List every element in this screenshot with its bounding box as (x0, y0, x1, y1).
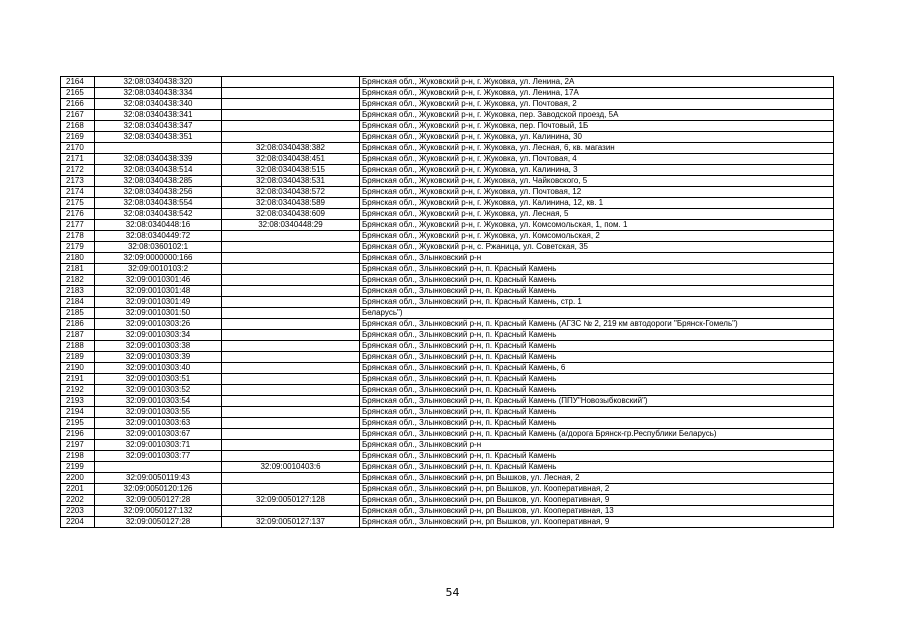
cadastral-number-cell: 32:08:0340438:320 (95, 77, 222, 88)
table-row (61, 330, 834, 341)
linked-cadastral-number-cell (222, 231, 360, 242)
linked-cadastral-number-cell (222, 330, 360, 341)
cadastral-number-cell: 32:09:0010303:63 (95, 418, 222, 429)
registry-table-body (61, 77, 834, 528)
table-row (61, 385, 834, 396)
linked-cadastral-number-cell: 32:08:0340448:29 (222, 220, 360, 231)
address-cell: Брянская обл., Злынковский р-н, п. Красный Камень (360, 352, 834, 363)
cadastral-number-cell: 32:09:0050127:28 (95, 517, 222, 528)
address-cell: Брянская обл., Злынковский р-н, п. Красный Камень (360, 341, 834, 352)
row-number-cell: 2193 (61, 396, 95, 407)
table-row (61, 264, 834, 275)
row-number-cell: 2182 (61, 275, 95, 286)
cadastral-number-cell: 32:09:0010303:52 (95, 385, 222, 396)
address-cell: Брянская обл., Злынковский р-н, п. Красный Камень (360, 264, 834, 275)
cadastral-number-cell (95, 462, 222, 473)
address-cell: Брянская обл., Злынковский р-н, п. Красный Камень (360, 462, 834, 473)
address-cell: Брянская обл., Злынковский р-н, п. Красный Камень, 6 (360, 363, 834, 374)
address-cell: Брянская обл., Жуковский р-н, г. Жуковка, ул. Калинина, 3 (360, 165, 834, 176)
cadastral-number-cell: 32:08:0340438:347 (95, 121, 222, 132)
address-cell: Брянская обл., Злынковский р-н, п. Красный Камень (360, 385, 834, 396)
table-row (61, 154, 834, 165)
address-cell: Брянская обл., Жуковский р-н, г. Жуковка, ул. Лесная, 6, кв. магазин (360, 143, 834, 154)
cadastral-number-cell: 32:09:0010301:50 (95, 308, 222, 319)
row-number-cell: 2200 (61, 473, 95, 484)
address-cell: Брянская обл., Злынковский р-н, п. Красный Камень (360, 275, 834, 286)
row-number-cell: 2195 (61, 418, 95, 429)
table-row (61, 253, 834, 264)
address-cell: Брянская обл., Жуковский р-н, г. Жуковка, ул. Почтовая, 2 (360, 99, 834, 110)
row-number-cell: 2184 (61, 297, 95, 308)
cadastral-number-cell: 32:09:0010303:54 (95, 396, 222, 407)
cadastral-number-cell: 32:09:0010303:38 (95, 341, 222, 352)
address-cell: Брянская обл., Злынковский р-н, п. Красный Камень (360, 407, 834, 418)
linked-cadastral-number-cell (222, 363, 360, 374)
table-row (61, 110, 834, 121)
linked-cadastral-number-cell: 32:08:0340438:531 (222, 176, 360, 187)
cadastral-number-cell (95, 143, 222, 154)
cadastral-number-cell: 32:09:0010303:71 (95, 440, 222, 451)
row-number-cell: 2173 (61, 176, 95, 187)
row-number-cell: 2179 (61, 242, 95, 253)
cadastral-number-cell: 32:09:0010301:46 (95, 275, 222, 286)
address-cell: Брянская обл., Злынковский р-н (360, 253, 834, 264)
address-cell: Брянская обл., Жуковский р-н, г. Жуковка, ул. Ленина, 2А (360, 77, 834, 88)
address-cell: Брянская обл., Злынковский р-н, п. Красный Камень (АГЗС № 2, 219 км автодороги "Брянск-Гомель") (360, 319, 834, 330)
cadastral-number-cell: 32:09:0050119:43 (95, 473, 222, 484)
address-cell: Брянская обл., Жуковский р-н, г. Жуковка, ул. Комсомольская, 1, пом. 1 (360, 220, 834, 231)
linked-cadastral-number-cell (222, 440, 360, 451)
address-cell: Брянская обл., Злынковский р-н, рп Вышков, ул. Кооперативная, 2 (360, 484, 834, 495)
linked-cadastral-number-cell: 32:08:0340438:589 (222, 198, 360, 209)
row-number-cell: 2203 (61, 506, 95, 517)
address-cell: Брянская обл., Жуковский р-н, г. Жуковка, ул. Калинина, 12, кв. 1 (360, 198, 834, 209)
address-cell: Брянская обл., Жуковский р-н, г. Жуковка, пер. Почтовый, 1Б (360, 121, 834, 132)
table-row (61, 275, 834, 286)
registry-table (60, 76, 834, 528)
row-number-cell: 2172 (61, 165, 95, 176)
row-number-cell: 2164 (61, 77, 95, 88)
table-row (61, 484, 834, 495)
linked-cadastral-number-cell (222, 253, 360, 264)
table-row (61, 462, 834, 473)
address-cell: Брянская обл., Злынковский р-н, рп Вышков, ул. Кооперативная, 9 (360, 495, 834, 506)
linked-cadastral-number-cell: 32:08:0340438:451 (222, 154, 360, 165)
table-row (61, 308, 834, 319)
table-row (61, 429, 834, 440)
table-row (61, 220, 834, 231)
linked-cadastral-number-cell (222, 451, 360, 462)
linked-cadastral-number-cell (222, 407, 360, 418)
linked-cadastral-number-cell: 32:08:0340438:572 (222, 187, 360, 198)
row-number-cell: 2177 (61, 220, 95, 231)
linked-cadastral-number-cell: 32:08:0340438:609 (222, 209, 360, 220)
table-row (61, 374, 834, 385)
address-cell: Брянская обл., Злынковский р-н, рп Вышков, ул. Кооперативная, 9 (360, 517, 834, 528)
linked-cadastral-number-cell (222, 275, 360, 286)
cadastral-number-cell: 32:09:0010303:77 (95, 451, 222, 462)
table-row (61, 473, 834, 484)
cadastral-number-cell: 32:08:0340438:554 (95, 198, 222, 209)
linked-cadastral-number-cell (222, 242, 360, 253)
row-number-cell: 2174 (61, 187, 95, 198)
linked-cadastral-number-cell: 32:08:0340438:382 (222, 143, 360, 154)
table-row (61, 187, 834, 198)
table-row (61, 176, 834, 187)
table-row (61, 99, 834, 110)
cadastral-number-cell: 32:09:0010103:2 (95, 264, 222, 275)
row-number-cell: 2197 (61, 440, 95, 451)
linked-cadastral-number-cell (222, 385, 360, 396)
address-cell: Брянская обл., Злынковский р-н, рп Вышков, ул. Кооперативная, 13 (360, 506, 834, 517)
linked-cadastral-number-cell (222, 308, 360, 319)
cadastral-number-cell: 32:09:0010301:49 (95, 297, 222, 308)
address-cell: Брянская обл., Жуковский р-н, с. Ржаница, ул. Советская, 35 (360, 242, 834, 253)
linked-cadastral-number-cell (222, 88, 360, 99)
cadastral-number-cell: 32:08:0340438:339 (95, 154, 222, 165)
row-number-cell: 2176 (61, 209, 95, 220)
cadastral-number-cell: 32:08:0340438:256 (95, 187, 222, 198)
table-row (61, 319, 834, 330)
linked-cadastral-number-cell (222, 110, 360, 121)
row-number-cell: 2204 (61, 517, 95, 528)
table-row (61, 495, 834, 506)
cadastral-number-cell: 32:09:0050127:132 (95, 506, 222, 517)
table-row (61, 286, 834, 297)
row-number-cell: 2166 (61, 99, 95, 110)
table-row (61, 77, 834, 88)
row-number-cell: 2194 (61, 407, 95, 418)
linked-cadastral-number-cell (222, 341, 360, 352)
linked-cadastral-number-cell (222, 374, 360, 385)
row-number-cell: 2192 (61, 385, 95, 396)
linked-cadastral-number-cell (222, 429, 360, 440)
table-row (61, 297, 834, 308)
address-cell: Брянская обл., Злынковский р-н, п. Красный Камень (360, 418, 834, 429)
address-cell: Брянская обл., Жуковский р-н, г. Жуковка, ул. Комсомольская, 2 (360, 231, 834, 242)
cadastral-number-cell: 32:08:0340438:542 (95, 209, 222, 220)
row-number-cell: 2169 (61, 132, 95, 143)
linked-cadastral-number-cell (222, 352, 360, 363)
linked-cadastral-number-cell: 32:09:0010403:6 (222, 462, 360, 473)
cadastral-number-cell: 32:08:0340438:514 (95, 165, 222, 176)
cadastral-number-cell: 32:08:0340438:341 (95, 110, 222, 121)
row-number-cell: 2170 (61, 143, 95, 154)
row-number-cell: 2199 (61, 462, 95, 473)
cadastral-number-cell: 32:08:0340438:351 (95, 132, 222, 143)
linked-cadastral-number-cell (222, 132, 360, 143)
row-number-cell: 2165 (61, 88, 95, 99)
row-number-cell: 2175 (61, 198, 95, 209)
address-cell: Брянская обл., Злынковский р-н, п. Красный Камень (360, 286, 834, 297)
cadastral-number-cell: 32:08:0340449:72 (95, 231, 222, 242)
address-cell: Беларусь") (360, 308, 834, 319)
table-row (61, 132, 834, 143)
table-row (61, 143, 834, 154)
table-row (61, 506, 834, 517)
row-number-cell: 2181 (61, 264, 95, 275)
linked-cadastral-number-cell (222, 484, 360, 495)
row-number-cell: 2171 (61, 154, 95, 165)
cadastral-number-cell: 32:09:0010303:55 (95, 407, 222, 418)
linked-cadastral-number-cell (222, 473, 360, 484)
cadastral-number-cell: 32:09:0010303:39 (95, 352, 222, 363)
linked-cadastral-number-cell (222, 77, 360, 88)
linked-cadastral-number-cell (222, 99, 360, 110)
linked-cadastral-number-cell (222, 286, 360, 297)
cadastral-number-cell: 32:08:0340448:16 (95, 220, 222, 231)
linked-cadastral-number-cell (222, 418, 360, 429)
linked-cadastral-number-cell (222, 396, 360, 407)
linked-cadastral-number-cell (222, 506, 360, 517)
address-cell: Брянская обл., Злынковский р-н (360, 440, 834, 451)
row-number-cell: 2186 (61, 319, 95, 330)
row-number-cell: 2189 (61, 352, 95, 363)
row-number-cell: 2198 (61, 451, 95, 462)
address-cell: Брянская обл., Жуковский р-н, г. Жуковка, пер. Заводской проезд, 5А (360, 110, 834, 121)
row-number-cell: 2188 (61, 341, 95, 352)
table-row (61, 198, 834, 209)
table-row (61, 451, 834, 462)
cadastral-number-cell: 32:08:0360102:1 (95, 242, 222, 253)
address-cell: Брянская обл., Жуковский р-н, г. Жуковка, ул. Чайковского, 5 (360, 176, 834, 187)
address-cell: Брянская обл., Жуковский р-н, г. Жуковка, ул. Лесная, 5 (360, 209, 834, 220)
table-row (61, 231, 834, 242)
linked-cadastral-number-cell (222, 297, 360, 308)
cadastral-number-cell: 32:09:0010301:48 (95, 286, 222, 297)
cadastral-number-cell: 32:09:0050127:28 (95, 495, 222, 506)
address-cell: Брянская обл., Жуковский р-н, г. Жуковка, ул. Ленина, 17А (360, 88, 834, 99)
linked-cadastral-number-cell (222, 264, 360, 275)
address-cell: Брянская обл., Злынковский р-н, п. Красный Камень (360, 374, 834, 385)
table-row (61, 396, 834, 407)
cadastral-number-cell: 32:09:0010303:26 (95, 319, 222, 330)
address-cell: Брянская обл., Злынковский р-н, п. Красный Камень (360, 330, 834, 341)
address-cell: Брянская обл., Жуковский р-н, г. Жуковка, ул. Калинина, 30 (360, 132, 834, 143)
cadastral-number-cell: 32:09:0010303:51 (95, 374, 222, 385)
row-number-cell: 2202 (61, 495, 95, 506)
table-row (61, 440, 834, 451)
table-row (61, 88, 834, 99)
table-row (61, 352, 834, 363)
table-row (61, 517, 834, 528)
address-cell: Брянская обл., Злынковский р-н, п. Красный Камень (а/дорога Брянск-гр.Республики Беларусь) (360, 429, 834, 440)
cadastral-number-cell: 32:09:0010303:40 (95, 363, 222, 374)
linked-cadastral-number-cell (222, 121, 360, 132)
row-number-cell: 2183 (61, 286, 95, 297)
row-number-cell: 2167 (61, 110, 95, 121)
table-row (61, 165, 834, 176)
cadastral-number-cell: 32:08:0340438:334 (95, 88, 222, 99)
address-cell: Брянская обл., Злынковский р-н, п. Красный Камень, стр. 1 (360, 297, 834, 308)
row-number-cell: 2185 (61, 308, 95, 319)
address-cell: Брянская обл., Злынковский р-н, п. Красный Камень (360, 451, 834, 462)
address-cell: Брянская обл., Злынковский р-н, п. Красный Камень (ППУ"Новозыбковский") (360, 396, 834, 407)
row-number-cell: 2196 (61, 429, 95, 440)
linked-cadastral-number-cell: 32:09:0050127:137 (222, 517, 360, 528)
linked-cadastral-number-cell (222, 319, 360, 330)
table-row (61, 407, 834, 418)
row-number-cell: 2187 (61, 330, 95, 341)
address-cell: Брянская обл., Жуковский р-н, г. Жуковка, ул. Почтовая, 4 (360, 154, 834, 165)
table-row (61, 242, 834, 253)
table-row (61, 341, 834, 352)
row-number-cell: 2168 (61, 121, 95, 132)
address-cell: Брянская обл., Жуковский р-н, г. Жуковка, ул. Почтовая, 12 (360, 187, 834, 198)
cadastral-number-cell: 32:08:0340438:285 (95, 176, 222, 187)
cadastral-number-cell: 32:09:0010303:67 (95, 429, 222, 440)
row-number-cell: 2180 (61, 253, 95, 264)
table-row (61, 363, 834, 374)
cadastral-number-cell: 32:09:0000000:166 (95, 253, 222, 264)
cadastral-number-cell: 32:09:0050120:126 (95, 484, 222, 495)
cadastral-number-cell: 32:08:0340438:340 (95, 99, 222, 110)
cadastral-number-cell: 32:09:0010303:34 (95, 330, 222, 341)
row-number-cell: 2191 (61, 374, 95, 385)
row-number-cell: 2201 (61, 484, 95, 495)
linked-cadastral-number-cell: 32:08:0340438:515 (222, 165, 360, 176)
table-row (61, 209, 834, 220)
table-row (61, 418, 834, 429)
table-row (61, 121, 834, 132)
row-number-cell: 2190 (61, 363, 95, 374)
address-cell: Брянская обл., Злынковский р-н, рп Вышков, ул. Лесная, 2 (360, 473, 834, 484)
row-number-cell: 2178 (61, 231, 95, 242)
linked-cadastral-number-cell: 32:09:0050127:128 (222, 495, 360, 506)
page-number: 54 (445, 586, 460, 599)
